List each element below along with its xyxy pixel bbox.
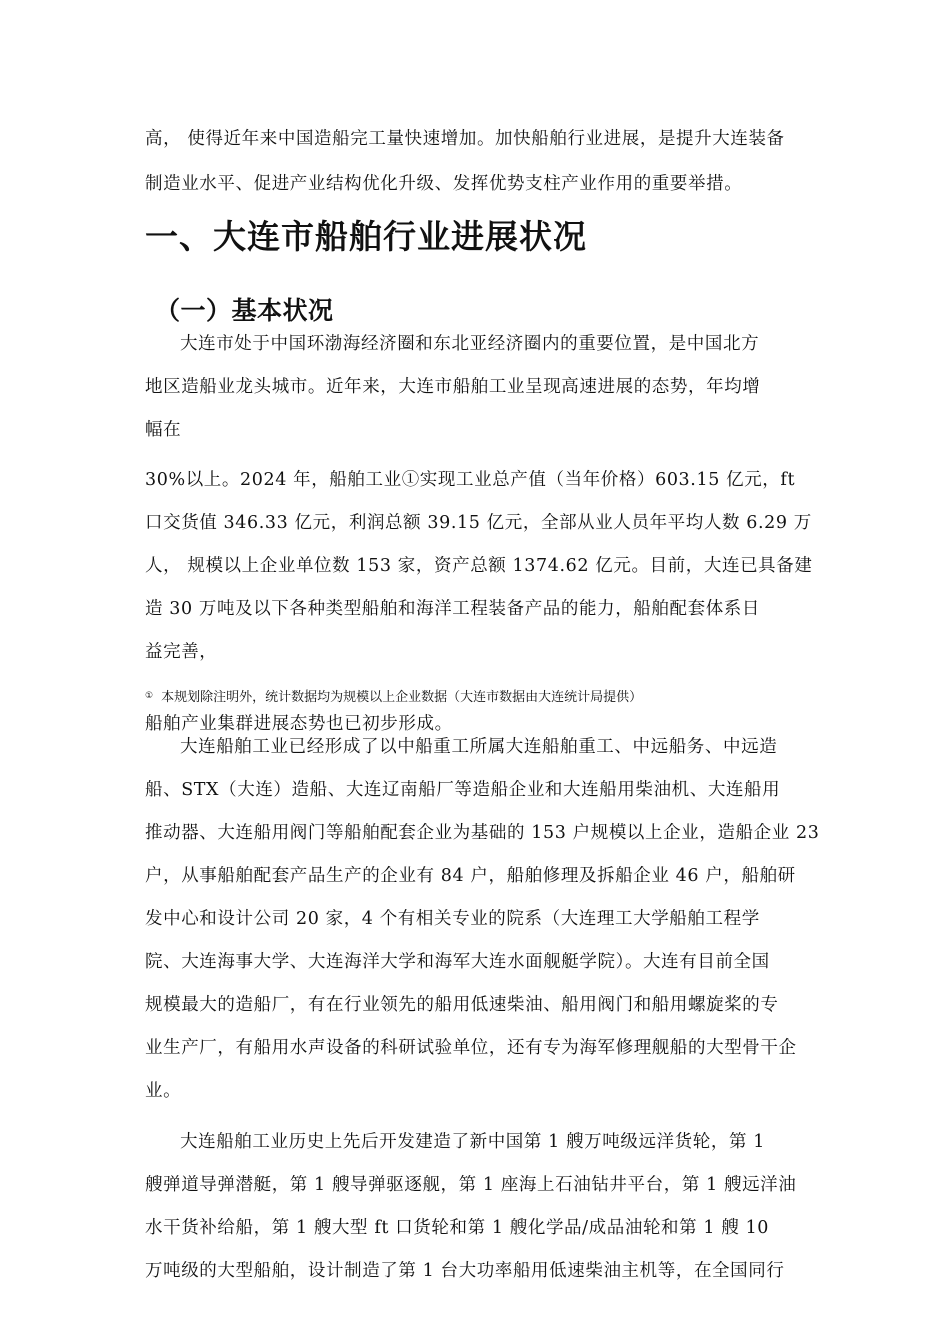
- paragraph-line: 户，从事船舶配套产品生产的企业有 84 户，船舶修理及拆船企业 46 户，船舶研: [145, 866, 796, 886]
- paragraph-line: 大连船舶工业已经形成了以中船重工所属大连船舶重工、中远船务、中远造: [180, 737, 778, 757]
- paragraph-line: 30%以上。2024 年，船舶工业①实现工业总产值（当年价格）603.15 亿元，ft: [145, 470, 796, 490]
- paragraph-line: 业生产厂，有船用水声设备的科研试验单位，还有专为海军修理舰船的大型骨干企: [145, 1038, 797, 1058]
- paragraph-line: 人， 规模以上企业单位数 153 家，资产总额 1374.62 亿元。目前，大连已具备建: [145, 556, 813, 576]
- paragraph-line: 船舶产业集群进展态势也已初步形成。: [145, 714, 453, 734]
- paragraph-line: 造 30 万吨及以下各种类型船舶和海洋工程装备产品的能力，船舶配套体系日: [145, 599, 760, 619]
- paragraph-line: 幅在: [145, 420, 182, 440]
- paragraph-line: 院、大连海事大学、大连海洋大学和海军大连水面舰艇学院）。大连有目前全国: [145, 952, 770, 972]
- footnote-mark: ①: [145, 691, 154, 701]
- intro-line-1: 高， 使得近年来中国造船完工量快速增加。加快船舶行业进展，是提升大连装备: [145, 129, 785, 149]
- paragraph-line: 口交货值 346.33 亿元，利润总额 39.15 亿元，全部从业人员年平均人数 6.29 万: [145, 513, 812, 533]
- paragraph-line: 船、STX（大连）造船、大连辽南船厂等造船企业和大连船用柴油机、大连船用: [145, 780, 781, 800]
- paragraph-line: 大连船舶工业历史上先后开发建造了新中国第 1 艘万吨级远洋货轮，第 1: [180, 1132, 765, 1152]
- paragraph-line: 发中心和设计公司 20 家，4 个有相关专业的院系（大连理工大学船舶工程学: [145, 909, 760, 929]
- paragraph-line: 万吨级的大型船舶，设计制造了第 1 台大功率船用低速柴油主机等，在全国同行: [145, 1261, 785, 1281]
- subsection-heading: （一）基本状况: [155, 296, 334, 325]
- paragraph-line: 推动器、大连船用阀门等船舶配套企业为基础的 153 户规模以上企业，造船企业 23: [145, 823, 820, 843]
- paragraph-line: 水干货补给船，第 1 艘大型 ft 口货轮和第 1 艘化学品/成品油轮和第 1 艘 10: [145, 1218, 770, 1238]
- paragraph-line: 地区造船业龙头城市。近年来，大连市船舶工业呈现高速进展的态势，年均增: [145, 377, 761, 397]
- paragraph-line: 大连市处于中国环渤海经济圈和东北亚经济圈内的重要位置，是中国北方: [180, 334, 760, 354]
- intro-line-2: 制造业水平、促进产业结构优化升级、发挥优势支柱产业作用的重要举措。: [145, 174, 743, 194]
- paragraph-line: 艘弹道导弹潜艇，第 1 艘导弹驱逐舰，第 1 座海上石油钻井平台，第 1 艘远洋油: [145, 1175, 797, 1195]
- paragraph-line: 益完善，: [145, 642, 218, 662]
- paragraph-line: 规模最大的造船厂，有在行业领先的船用低速柴油、船用阀门和船用螺旋桨的专: [145, 995, 779, 1015]
- footnote: [145, 689, 642, 707]
- paragraph-line: 业。: [145, 1081, 182, 1101]
- footnote-text: 本规划除注明外，统计数据均为规模以上企业数据（大连市数据由大连统计局提供）: [161, 690, 643, 705]
- section-heading: 一、大连市船舶行业进展状况: [145, 217, 587, 256]
